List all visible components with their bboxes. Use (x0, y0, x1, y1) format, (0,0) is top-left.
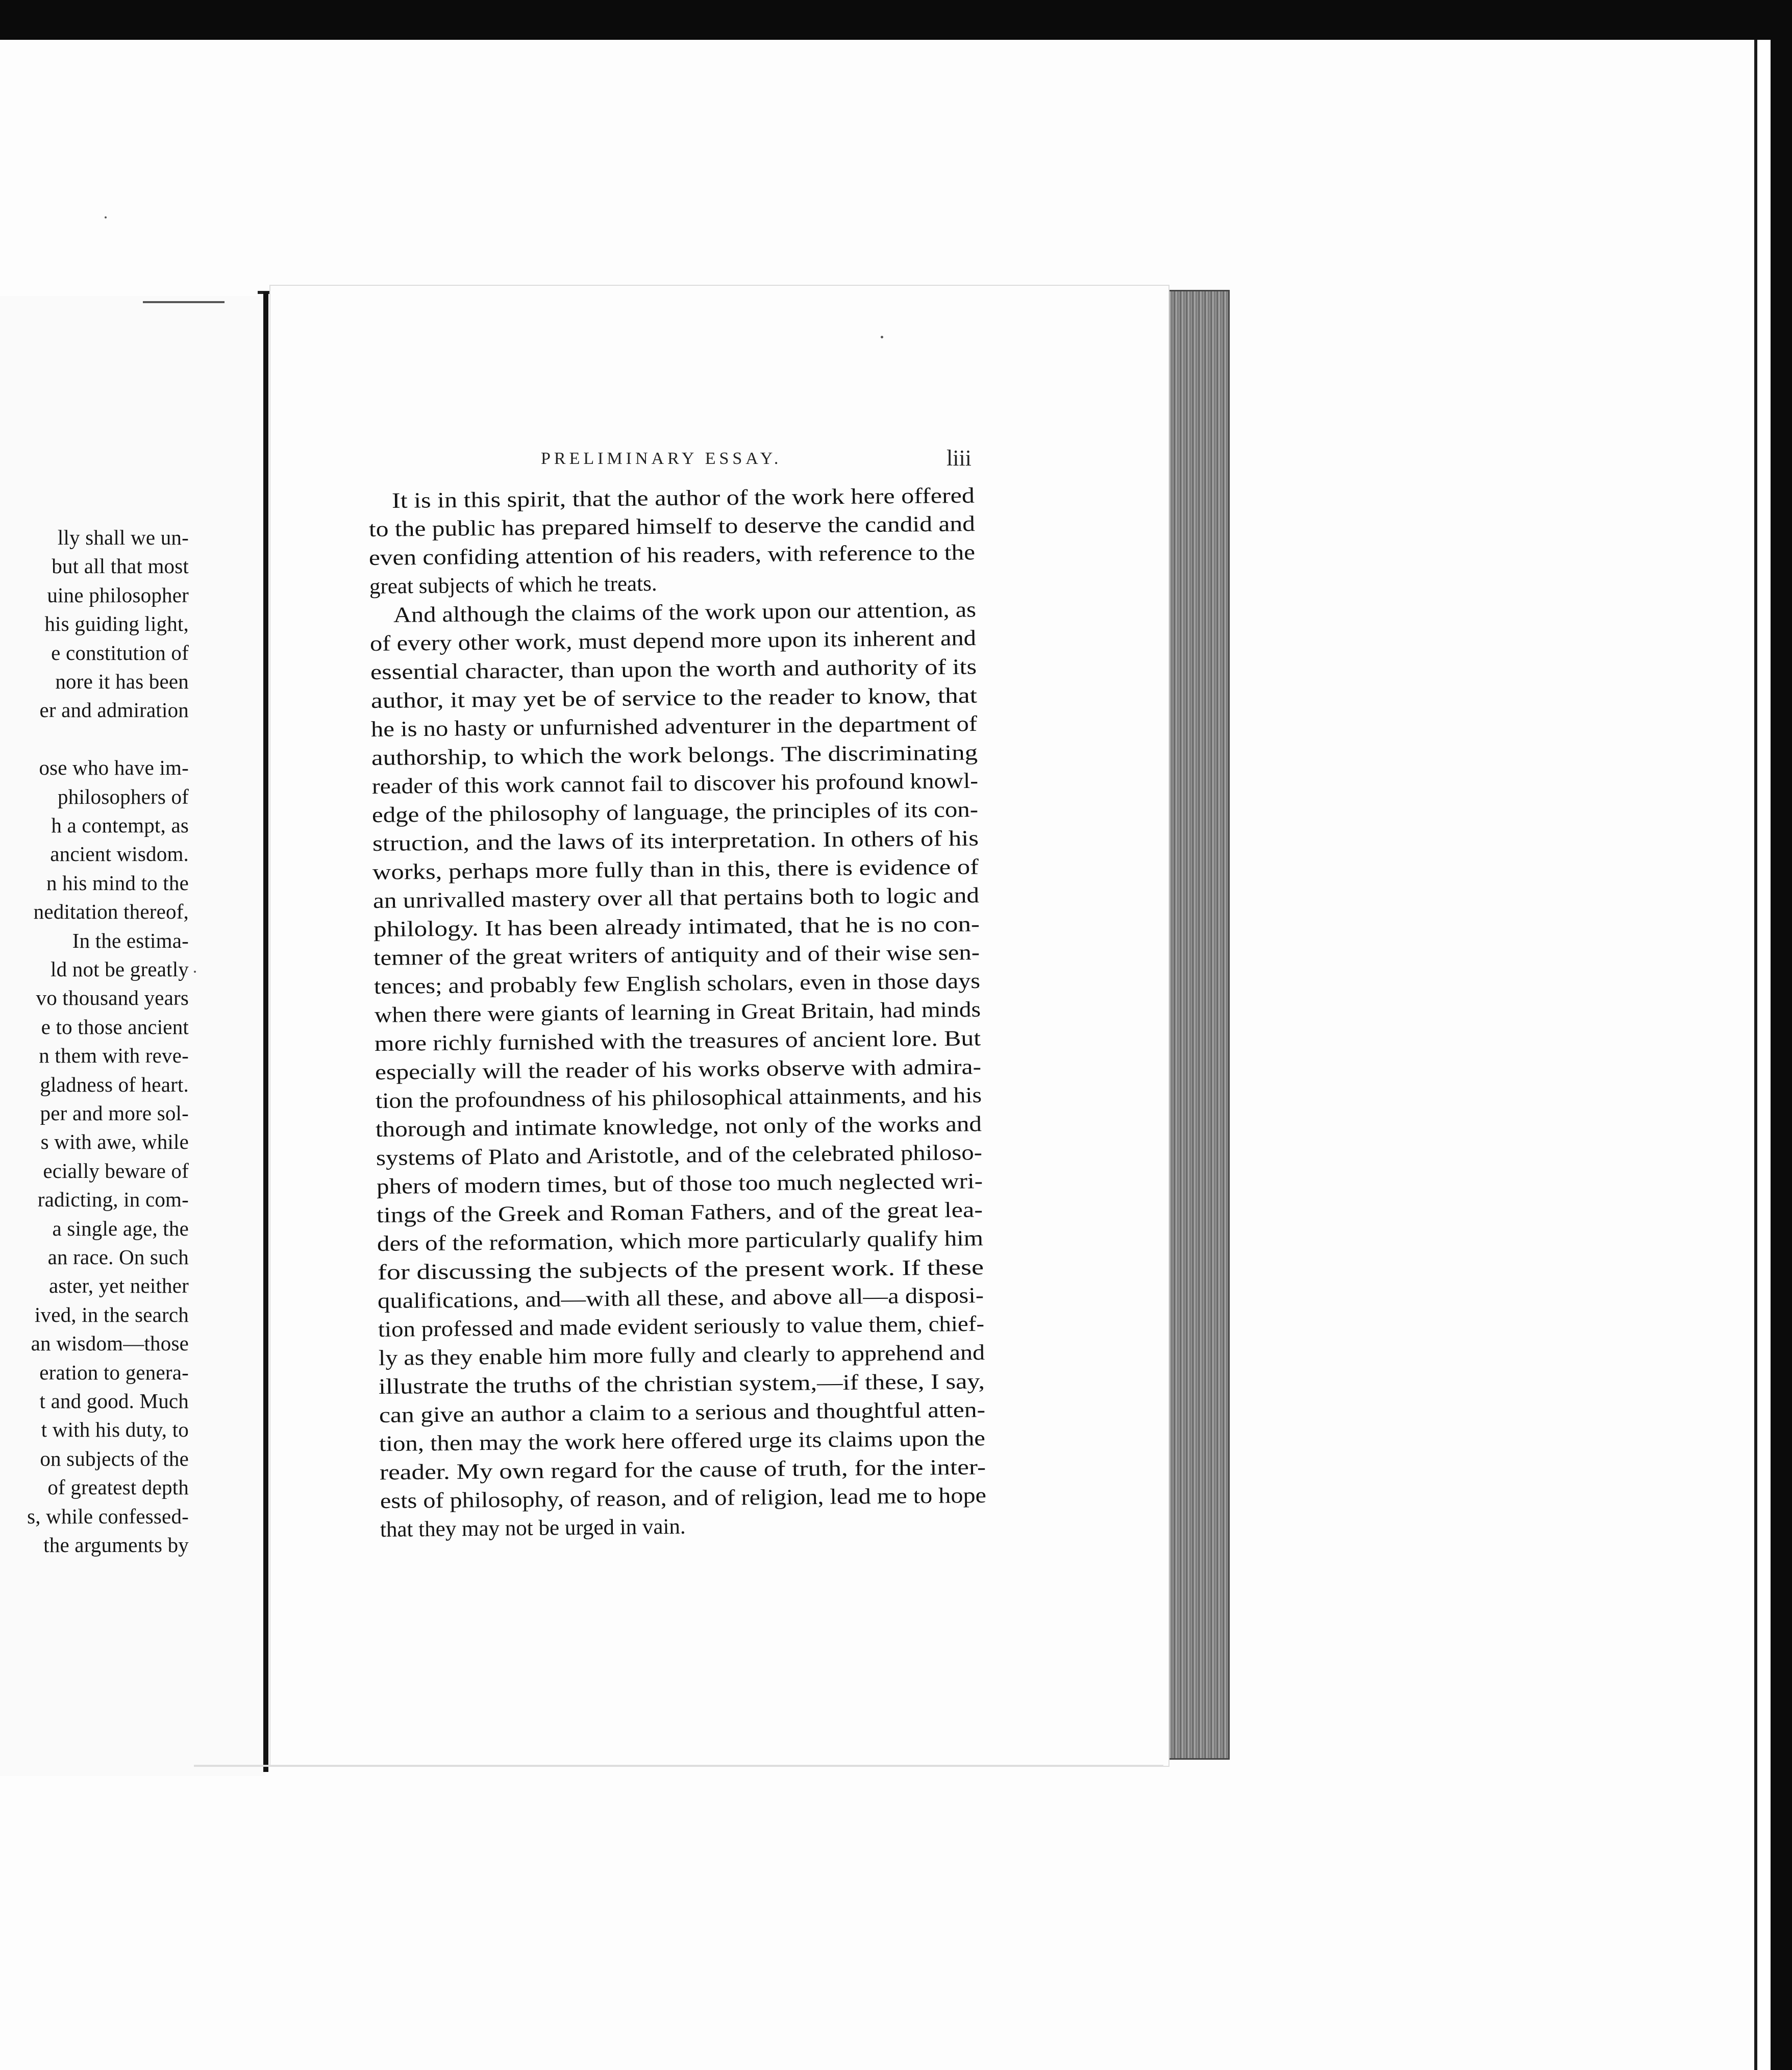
body-text-line: tings of the Greek and Roman Fathers, and of the great lea- (376, 1198, 983, 1227)
body-text-line: works, perhaps more fully than in this, there is evidence of (372, 855, 979, 884)
left-page-line: In the estima- (72, 928, 189, 952)
body-text-line: more richly furnished with the treasures of ancient lore. But (375, 1026, 981, 1056)
body-text-line: And although the claims of the work upon our attention, as (393, 598, 976, 627)
body-text-line: edge of the philosophy of language, the principles of its con- (371, 798, 979, 827)
left-page-line: per and more sol- (40, 1101, 189, 1125)
scan-right-edge (1754, 40, 1757, 2070)
body-text-line: can give an author a claim to a serious and thoughtful atten- (379, 1398, 986, 1427)
scan-speck (881, 336, 883, 338)
page-bottom-shadow (194, 1765, 1163, 1767)
body-text-line: great subjects of which he treats. (369, 572, 657, 599)
body-text-line: temner of the great writers of antiquity and of their wise sen- (374, 941, 980, 970)
body-text-line: he is no hasty or unfurnished adventurer in the department of (370, 711, 978, 742)
left-page-line: on subjects of the (40, 1446, 189, 1470)
running-head: PRELIMINARY ESSAY. (541, 449, 782, 468)
left-page-line: er and admiration (39, 698, 189, 722)
body-text-line: of every other work, must depend more upon its inherent and (369, 626, 977, 656)
left-page-line: ose who have im- (39, 756, 189, 780)
left-page-line: ived, in the search (34, 1302, 189, 1326)
left-page-line: uine philosopher (47, 583, 189, 607)
body-text-line: reader of this work cannot fail to discover his profound knowl- (371, 769, 978, 799)
left-page-line: e constitution of (51, 640, 189, 664)
left-page (0, 296, 265, 1776)
left-page-line: an race. On such (47, 1245, 189, 1269)
body-text-line: ly as they enable him more fully and clearly to apprehend and (378, 1340, 985, 1370)
body-text-line: qualifications, and—with all these, and above all—a disposi- (377, 1284, 984, 1313)
body-text-line: author, it may yet be of service to the reader to know, that (370, 683, 977, 713)
left-page-line: radicting, in com- (37, 1188, 189, 1212)
body-text-line: It is in this spirit, that the author of the work here offered (391, 483, 975, 513)
left-page-line: n them with reve- (39, 1044, 189, 1068)
left-page-line: but all that most (52, 554, 189, 578)
left-page-line: s, while confessed- (27, 1504, 189, 1528)
left-page-line: nore it has been (55, 670, 189, 693)
left-page-line: e to those ancient (41, 1015, 189, 1039)
left-page-line: an wisdom—those (31, 1332, 189, 1356)
body-text-line: systems of Plato and Aristotle, and of the celebrated philoso- (376, 1141, 983, 1170)
left-page-line: h a contempt, as (51, 814, 189, 837)
body-text-line: for discussing the subjects of the present work. If these (377, 1255, 984, 1285)
book-gutter (263, 292, 268, 1772)
body-text-line: authorship, to which the work belongs. The discriminating (371, 741, 978, 770)
body-text-line: ests of philosophy, of reason, and of religion, lead me to hope (380, 1483, 986, 1513)
body-text-line: even confiding attention of his readers, with reference to the (369, 540, 976, 570)
scan-right-border (1771, 0, 1792, 2070)
body-text-line: especially will the reader of his works observe with admira- (375, 1055, 982, 1085)
left-page-line: the arguments by (43, 1533, 189, 1557)
left-page-line: ecially beware of (43, 1159, 189, 1182)
body-text-line: struction, and the laws of its interpretation. In others of his (372, 826, 979, 856)
body-text-line: tion, then may the work here offered urge its claims upon the (379, 1426, 986, 1456)
left-page-top-rule (143, 301, 225, 303)
body-text-line: phers of modern times, but of those too much neglected wri- (376, 1169, 983, 1199)
left-page-line: vo thousand years (36, 986, 189, 1010)
body-text-line: illustrate the truths of the christian system,—if these, I say, (378, 1369, 985, 1399)
body-text-line: ders of the reformation, which more particularly qualify him (377, 1226, 984, 1256)
body-text-line: tion professed and made evident seriously to value them, chief- (378, 1312, 985, 1342)
body-text-line: tion the profoundness of his philosophical attainments, and his (375, 1083, 982, 1113)
left-page-line: lly shall we un- (57, 526, 189, 549)
body-text-line: when there were giants of learning in Great Britain, had minds (374, 997, 981, 1027)
left-page-line: eration to genera- (39, 1360, 189, 1384)
body-text-line: that they may not be urged in vain. (380, 1514, 686, 1542)
body-text-line: essential character, than upon the worth and authority of its (370, 655, 977, 684)
body-text-line: thorough and intimate knowledge, not only of the works and (376, 1112, 982, 1142)
left-page-line: t and good. Much (39, 1389, 189, 1413)
scan-top-border (0, 0, 1792, 40)
left-page-line: philosophers of (58, 784, 189, 808)
left-page-line: a single age, the (52, 1216, 189, 1240)
page-number: liii (947, 446, 972, 471)
left-page-line: his guiding light, (44, 612, 189, 636)
left-page-line: of greatest depth (47, 1475, 189, 1499)
left-page-line: ancient wisdom. (50, 842, 189, 866)
body-text-line: tences; and probably few English scholars, even in those days (374, 969, 981, 999)
left-page-line: n his mind to the (46, 871, 189, 895)
left-page-line: gladness of heart. (40, 1072, 189, 1096)
body-text-line: to the public has prepared himself to deserve the candid and (368, 512, 975, 541)
left-page-line: ld not be greatly (51, 957, 189, 981)
body-text-line: reader. My own regard for the cause of truth, for the inter- (379, 1455, 986, 1485)
body-text-line: an unrivalled mastery over all that pertains both to logic and (372, 883, 980, 913)
left-page-line: neditation thereof, (33, 900, 189, 924)
scan-speck (194, 971, 196, 973)
left-page-line: t with his duty, to (41, 1418, 189, 1442)
body-text-line: philology. It has been already intimated, that he is no con- (373, 912, 980, 942)
left-page-line: aster, yet neither (48, 1274, 189, 1298)
left-page-line: s with awe, while (40, 1130, 189, 1154)
scan-speck (105, 216, 107, 218)
